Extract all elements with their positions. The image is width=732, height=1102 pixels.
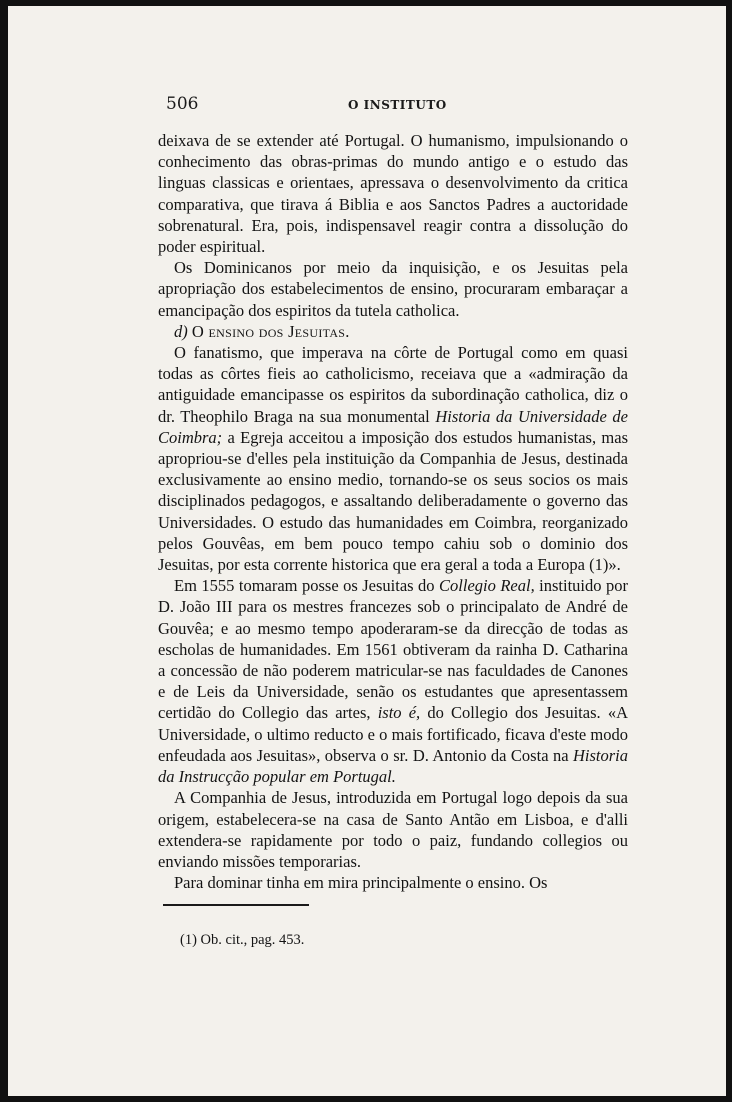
paragraph-4-text-1: Em 1555 tomaram posse os Jesuitas do xyxy=(174,576,440,596)
page-number: 506 xyxy=(166,94,199,114)
paragraph-4-text-3: do Collegio dos Jesuitas. «A Universidade, o ultimo reducto e o mais fortificado, ficava d'este modo enfeudada aos Jesuitas», observa o sr. D. Antonio da Costa na xyxy=(158,703,628,765)
paragraph-4-isto-e: isto é, xyxy=(377,703,421,723)
paragraph-6: Para dominar tinha em mira principalmente o ensino. Os xyxy=(174,873,548,893)
paragraph-3-text-1: O fanatismo, que imperava na côrte de Portugal como em quasi todas as côrtes fieis ao catholicismo, receiava que a «admiração da antiguidade emancipasse os espiritos da subordinação catholica, diz o dr. Theophilo Braga na sua monumental xyxy=(158,343,628,426)
paragraph-3-text-2: a Egreja acceitou a imposição dos estudos humanistas, mas apropriou-se d'elles pela instituição da Companhia de Jesus, destinada exclusivamente ao ensino medio, tornando-se os seus socios os mais disciplinados pedagogos, e assaltando deliberadamente o governo das Universidades. O estudo das humanidades em Coimbra, reorganizado pelos Gouvêas, em bem pouco tempo cahiu sob o dominio dos Jesuitas, por esta corrente historica que era geral a toda a Europa (1)». xyxy=(158,427,628,575)
section-heading xyxy=(158,321,628,342)
section-label: d) xyxy=(174,321,188,341)
footnote: (1) Ob. cit., pag. 453. xyxy=(180,932,305,948)
paragraph-1: deixava de se extender até Portugal. O humanismo, impulsionando o conhecimento das obras-primas do mundo antigo e o estudo das linguas classicas e orientaes, apressava o desenvolvimento da critica comparativa, que tirava á Biblia e aos Sanctos Padres a auctoridade sobrenatural. Era, pois, indispensavel reagir contra a dissolução do poder espiritual. xyxy=(158,131,628,257)
paragraph-4 xyxy=(158,575,628,787)
paragraph-3-book-title: Historia da Universidade de Coimbra; xyxy=(158,406,629,447)
paragraph-4-book-title: Historia da Instrucção popular em Portugal. xyxy=(158,745,628,787)
body-text xyxy=(158,130,628,893)
paragraph-2: Os Dominicanos por meio da inquisição, e os Jesuitas pela apropriação dos estabelecimentos de ensino, procuraram embaraçar a emancipação dos espiritos da tutela catholica. xyxy=(158,258,628,320)
section-title: O ensino dos Jesuitas. xyxy=(191,321,350,341)
page-header xyxy=(158,94,638,116)
paragraph-4-collegio: Collegio Real, xyxy=(439,576,535,596)
paragraph-4-text-2: instituido por D. João III para os mestres francezes sob o principalato de André de Gouvêa; e ao mesmo tempo apoderaram-se da direcção de todas as escholas de humanidades. Em 1561 obtiveram da rainha D. Catharina a concessão de não poderem matricular-se nas faculdades de Canones e de Leis da Universidade, senão os estudantes que apresentassem certidão do Collegio das artes, xyxy=(158,576,628,723)
footnote-divider xyxy=(163,904,309,906)
running-title: O INSTITUTO xyxy=(348,98,447,112)
paragraph-5: A Companhia de Jesus, introduzida em Portugal logo depois da sua origem, estabelecera-se na casa de Santo Antão em Lisboa, e d'alli extendera-se rapidamente por todo o paiz, fundando collegios ou enviando missões temporarias. xyxy=(158,788,628,871)
paragraph-3 xyxy=(158,342,628,575)
